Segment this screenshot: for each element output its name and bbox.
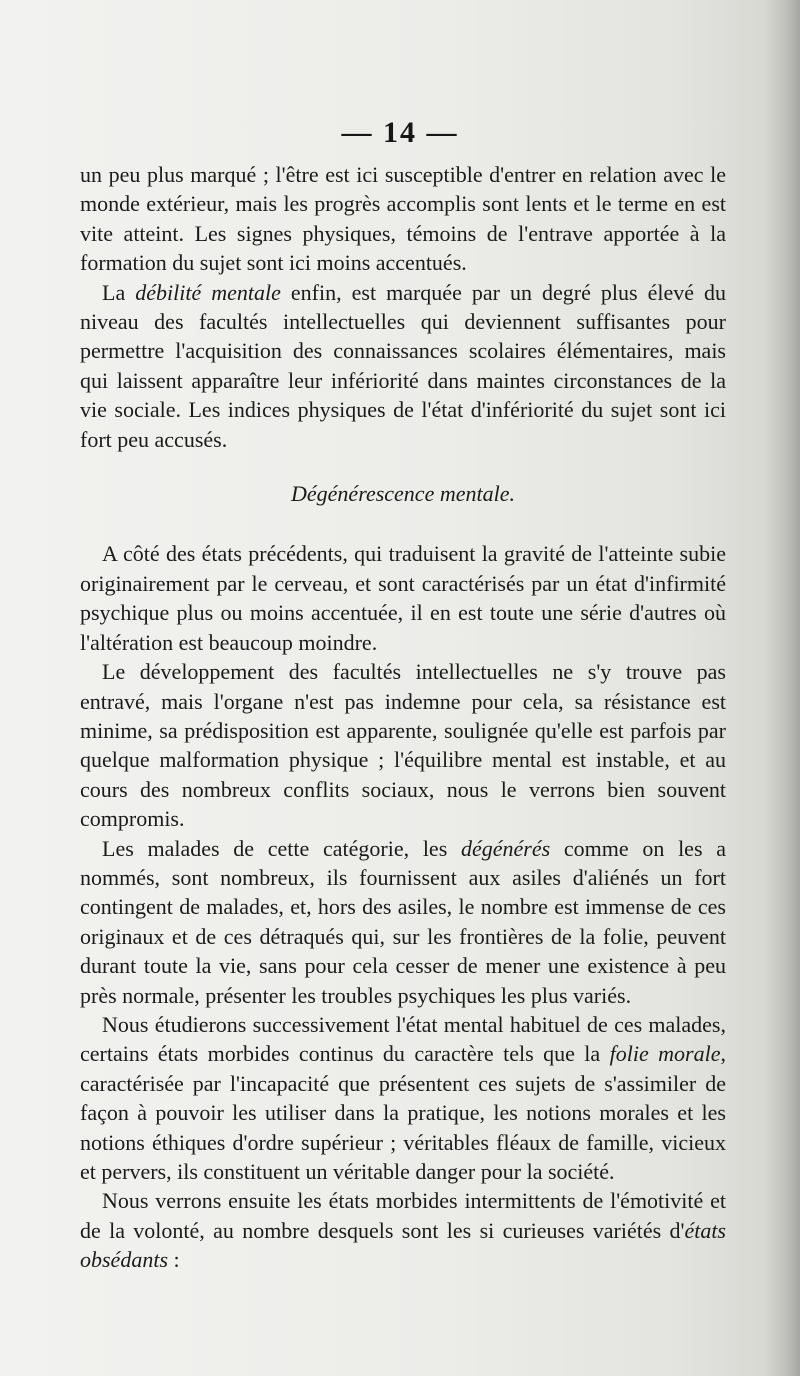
- section-heading: Dégénérescence mentale.: [291, 481, 515, 507]
- paragraph-section-1: A côté des états précédents, qui traduisent la gravité de l'atteinte subie originairement par le cerveau, et sont caractérisés par un état d'infirmité psychique plus ou moins accentuée, il en est toute une série d'autres où l'altération est beaucoup moindre.: [80, 541, 726, 655]
- page-number: — 14 —: [341, 116, 459, 149]
- italic-term-etats-obsedants: états obsédants: [80, 1217, 726, 1273]
- text-run: comme on les a nommés, sont nombreux, ils fournissent aux asiles d'aliénés un fort contingent de malades, et, hors des asiles, le nombre est immense de ces originaux et de ces détraqués qui, sur les frontières de la folie, peuvent durant toute la vie, sans pour cela cesser de mener une existence à peu près normale, présenter les troubles psychiques les plus variés.: [80, 835, 726, 1008]
- text-run: Nous étudierons successivement l'état mental habituel de ces malades, certains états morbides continus du caractère tels que la: [80, 1011, 726, 1067]
- paragraph-section-2: Le développement des facultés intellectuelles ne s'y trouve pas entravé, mais l'organe n'est pas indemne pour cela, sa résistance est minime, sa prédisposition est apparente, soulignée qu'elle est parfois par quelque malformation physique ; l'équilibre mental est instable, et au cours des nombreux conflits sociaux, nous le verrons bien souvent compromis.: [80, 659, 726, 832]
- paragraph-section-5: [80, 1186, 726, 1274]
- paragraph-intro-2: [80, 278, 726, 454]
- italic-term-degeneres: dégénérés: [460, 835, 551, 861]
- page-edge-shadow: [764, 0, 800, 1376]
- text-run: enfin, est marquée par un degré plus élevé du niveau des facultés intellectuelles qui deviennent suffisantes pour permettre l'acquisition des connaissances scolaires élémentaires, mais qui laissent apparaître leur infériorité dans maintes circonstances de la vie sociale. Les indices physiques de l'état d'infériorité du sujet sont ici fort peu accusés.: [80, 279, 727, 452]
- italic-term-folie-morale: folie morale: [609, 1041, 721, 1067]
- italic-term-debilite-mentale: débilité mentale: [135, 279, 281, 305]
- paragraph-intro-1: un peu plus marqué ; l'être est ici susceptible d'entrer en relation avec le monde extérieur, mais les progrès accomplis sont lents et le terme en est vite atteint. Les signes physiques, témoins de l'entrave apportée à la formation du sujet sont ici moins accentués.: [80, 162, 726, 276]
- text-run: , caractérisée par l'incapacité que présentent ces sujets de s'assimiler de façon à pouvoir les utiliser dans la pratique, les notions morales et les notions éthiques d'ordre supérieur ; véritables fléaux de famille, vicieux et pervers, ils constituent un véritable danger pour la société.: [80, 1041, 726, 1184]
- paragraph-section-4: [80, 1010, 726, 1186]
- page-body-text: [80, 160, 726, 1275]
- paragraph-section-3: [80, 834, 726, 1010]
- text-run: :: [168, 1247, 180, 1273]
- text-run: La: [102, 279, 136, 305]
- text-run: Nous verrons ensuite les états morbides intermittents de l'émotivité et de la volonté, au nombre desquels sont les si curieuses variétés d': [80, 1188, 726, 1243]
- text-run: Les malades de cette catégorie, les: [102, 835, 461, 861]
